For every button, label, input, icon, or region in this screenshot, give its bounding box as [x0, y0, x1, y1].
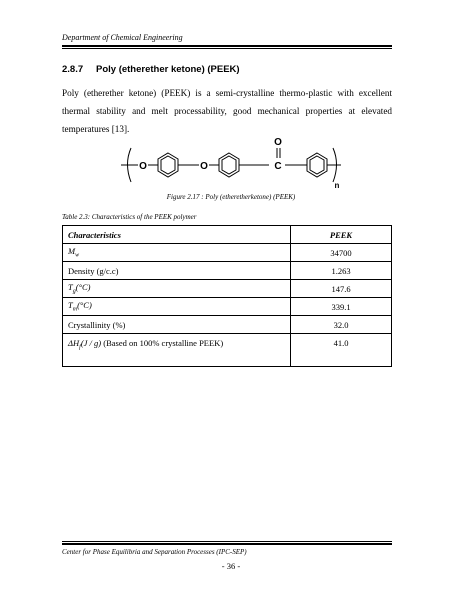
repeat-unit-n: n [334, 181, 340, 190]
table-row [63, 298, 392, 316]
running-header: Department of Chemical Engineering [62, 33, 183, 42]
ether-oxygen-1: O [139, 161, 147, 172]
footer-rule-thick [62, 543, 392, 545]
row-label: $T_m(^\circ C)$ [63, 298, 291, 316]
row-value: 339.1 [291, 298, 392, 316]
table-row [63, 280, 392, 298]
running-footer: Center for Phase Equilibria and Separation Processes (IPC-SEP) [62, 548, 247, 556]
header-rule-thin [62, 48, 392, 49]
row-value: 34700 [291, 244, 392, 262]
ether-oxygen-2: O [200, 161, 208, 172]
table-row [63, 244, 392, 262]
figure-caption: Figure 2.17 : Poly (etheretherketone) (PEEK) [166, 193, 296, 201]
peek-characteristics-table [62, 225, 392, 367]
row-value: 147.6 [291, 280, 392, 298]
table-row [63, 334, 392, 367]
row-label: $\Delta H_f(J / g)$ (Based on 100% crystalline PEEK) [63, 334, 291, 367]
peek-structure-diagram [117, 130, 347, 192]
header-characteristics: Characteristics [63, 226, 291, 244]
row-value: 1.263 [291, 262, 392, 280]
row-label: $M_w$ [63, 244, 291, 262]
row-value: 41.0 [291, 334, 392, 367]
table-caption: Table 2.3: Characteristics of the PEEK polymer [62, 213, 197, 221]
row-label: Crystallinity (%) [63, 316, 291, 334]
table-header-row [63, 226, 392, 244]
carbonyl-carbon: C [274, 161, 282, 172]
section-title: Poly (etherether ketone) (PEEK) [96, 64, 240, 75]
section-number: 2.8.7 [62, 64, 84, 75]
page-number: - 36 - [221, 561, 241, 571]
section-heading [62, 64, 240, 75]
body-paragraph: Poly (etherether ketone) (PEEK) is a semi-crystalline thermo-plastic with excellent thermal stability and melt processability, good mechanical properties at elevated temperatures [13]. [62, 88, 392, 134]
row-value: 32.0 [291, 316, 392, 334]
table-row [63, 316, 392, 334]
carbonyl-oxygen: O [274, 137, 282, 148]
row-label: Density (g/c.c) [63, 262, 291, 280]
footer-rule-thin [62, 541, 392, 542]
header-rule-thick [62, 45, 392, 47]
table-row [63, 262, 392, 280]
row-label: $T_g(^\circ C)$ [63, 280, 291, 298]
header-peek: PEEK [291, 226, 392, 244]
